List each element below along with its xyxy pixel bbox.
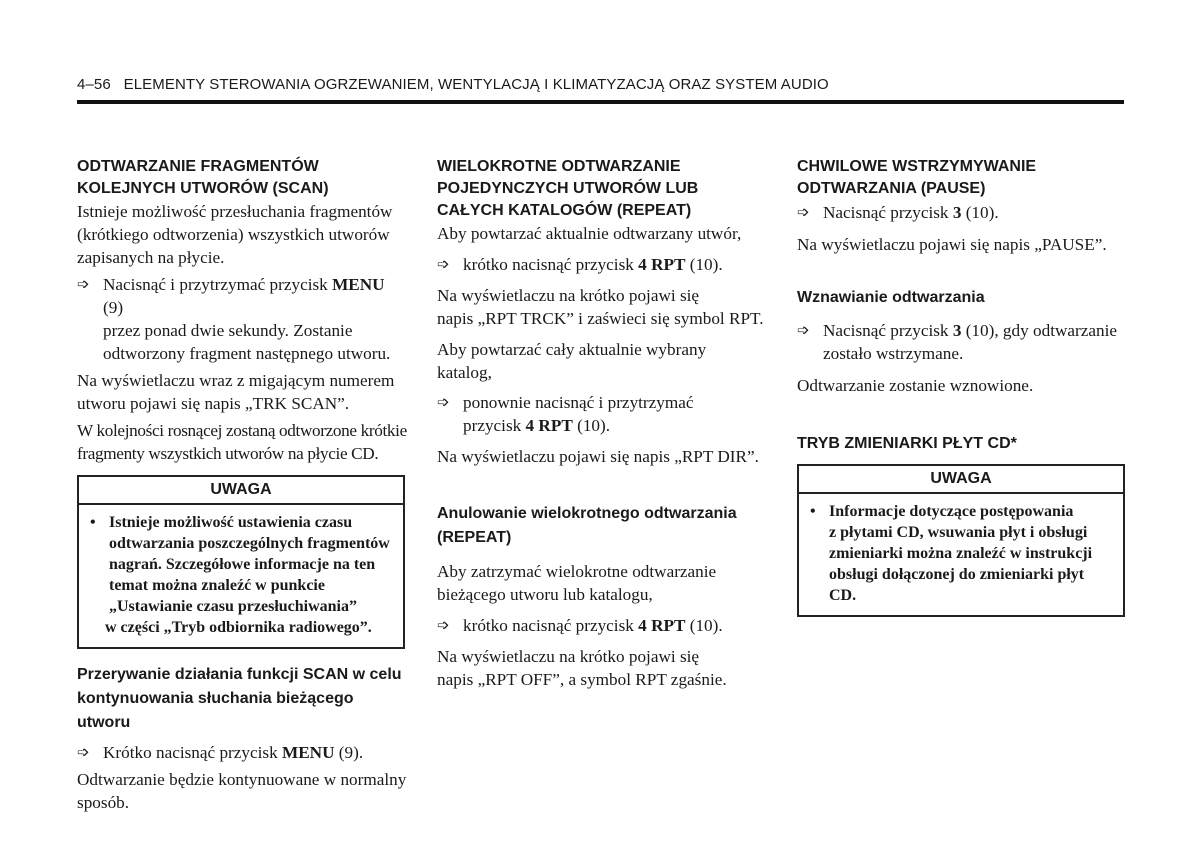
paragraph: Na wyświetlaczu na krótko pojawi się napis „RPT OFF”, a symbol RPT zgaśnie. xyxy=(437,647,727,689)
paragraph: Na wyświetlaczu pojawi się napis „PAUSE”. xyxy=(797,235,1107,254)
header-rule xyxy=(77,100,1124,104)
column-3 xyxy=(797,156,1127,617)
page-number: 4–56 xyxy=(77,76,111,93)
note-title: UWAGA xyxy=(79,477,403,505)
paragraph: Na wyświetlaczu na krótko pojawi się napis „RPT TRCK” i zaświeci się symbol RPT. xyxy=(437,286,764,328)
step-item: ➩ krótko nacisnąć przycisk 4 RPT (10). xyxy=(437,616,723,635)
paragraph: Aby zatrzymać wielokrotne odtwarzanie bieżącego utworu lub katalogu, xyxy=(437,562,717,604)
section-heading-pause: CHWILOWE WSTRZYMYWANIE ODTWARZANIA (PAUSE) xyxy=(797,158,1037,197)
column-1 xyxy=(77,156,407,814)
step-item: ➩ ponownie nacisnąć i przytrzymać przycisk 4 RPT (10). xyxy=(437,393,694,435)
bullet-icon: • xyxy=(90,514,96,531)
right-arrow-icon: ➩ xyxy=(77,275,90,293)
step-item: ➩ krótko nacisnąć przycisk 4 RPT (10). xyxy=(437,255,723,274)
note-body: • Informacje dotyczące postępowania z płytami CD, wsuwania płyt i obsługi zmieniarki można znaleźć w instrukcji obsługi dołączonej do zmieniarki płyt CD. xyxy=(810,503,1093,604)
right-arrow-icon: ➩ xyxy=(437,393,450,411)
section-heading-cancel-repeat: Anulowanie wielokrotnego odtwarzania (REPEAT) xyxy=(437,505,737,546)
note-box xyxy=(797,464,1125,617)
right-arrow-icon: ➩ xyxy=(437,255,450,273)
section-heading-cd-changer: TRYB ZMIENIARKI PŁYT CD* xyxy=(797,435,1017,452)
step-item: ➩ Nacisnąć przycisk 3 (10). xyxy=(797,203,999,222)
paragraph: Odtwarzanie zostanie wznowione. xyxy=(797,376,1034,395)
note-body: • Istnieje możliwość ustawienia czasu odtwarzania poszczególnych fragmentów nagrań. Szczegółowe informacje na ten temat można znaleźć w punkcie „Ustawianie czasu przesłuchiwania” w części „Tryb odbiornika radiowego”. xyxy=(90,514,390,636)
step-item: ➩ Nacisnąć i przytrzymać przycisk MENU (9) przez ponad dwie sekundy. Zostanie odtworzony fragment następnego utworu. xyxy=(77,275,391,363)
note-box xyxy=(77,475,405,649)
right-arrow-icon: ➩ xyxy=(797,321,810,339)
step-item: ➩ Nacisnąć przycisk 3 (10), gdy odtwarzanie zostało wstrzymane. xyxy=(797,321,1117,363)
right-arrow-icon: ➩ xyxy=(797,203,810,221)
column-2 xyxy=(437,156,767,691)
paragraph: Istnieje możliwość przesłuchania fragmentów (krótkiego odtworzenia) wszystkich utworów zapisanych na płycie. xyxy=(77,202,393,267)
section-heading-scan-stop: Przerywanie działania funkcji SCAN w celu kontynuowania słuchania bieżącego utworu xyxy=(77,666,402,731)
paragraph: Na wyświetlaczu wraz z migającym numerem utworu pojawi się napis „TRK SCAN”. xyxy=(77,371,395,413)
bullet-icon: • xyxy=(810,503,816,520)
paragraph: Aby powtarzać aktualnie odtwarzany utwór, xyxy=(437,224,742,243)
note-title: UWAGA xyxy=(799,466,1123,494)
paragraph: Na wyświetlaczu pojawi się napis „RPT DIR”. xyxy=(437,447,759,466)
right-arrow-icon: ➩ xyxy=(77,743,90,761)
paragraph: Aby powtarzać cały aktualnie wybrany katalog, xyxy=(437,340,707,382)
section-heading-repeat: WIELOKROTNE ODTWARZANIE POJEDYNCZYCH UTWORÓW LUB CAŁYCH KATALOGÓW (REPEAT) xyxy=(437,158,699,219)
paragraph: W kolejności rosnącej zostaną odtworzone krótkie fragmenty wszystkich utworów na płycie CD. xyxy=(77,421,407,463)
paragraph: Odtwarzanie będzie kontynuowane w normalny sposób. xyxy=(77,770,407,812)
section-heading-scan: ODTWARZANIE FRAGMENTÓW KOLEJNYCH UTWORÓW (SCAN) xyxy=(77,158,329,197)
right-arrow-icon: ➩ xyxy=(437,616,450,634)
step-item: ➩ Krótko nacisnąć przycisk MENU (9). xyxy=(77,743,364,762)
page-header xyxy=(77,76,1124,93)
chapter-title: ELEMENTY STEROWANIA OGRZEWANIEM, WENTYLACJĄ I KLIMATYZACJĄ ORAZ SYSTEM AUDIO xyxy=(123,76,829,93)
section-heading-resume: Wznawianie odtwarzania xyxy=(797,289,985,306)
